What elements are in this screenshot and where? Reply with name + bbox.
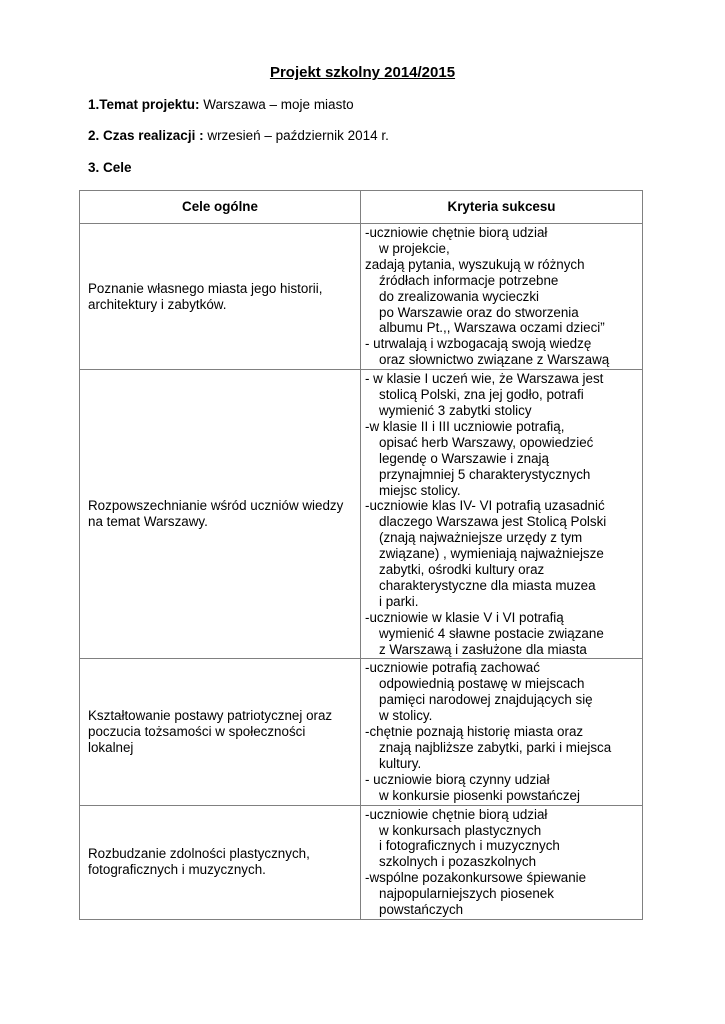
general-goal-cell: Rozbudzanie zdolności plastycznych, fotograficznych i muzycznych. <box>80 805 361 919</box>
criteria-line: -uczniowie klas IV- VI potrafią uzasadnić <box>365 498 605 514</box>
project-topic <box>88 97 354 112</box>
criteria-line: do zrealizowania wycieczki <box>379 288 540 304</box>
project-topic-value: Warszawa – moje miasto <box>199 97 354 112</box>
criteria-line: oraz słownictwo związane z Warszawą <box>379 352 610 368</box>
criteria-line: -wspólne pozakonkursowe śpiewanie <box>365 870 587 886</box>
criteria-line: -uczniowie w klasie V i VI potrafią <box>365 609 564 625</box>
success-criteria-cell <box>361 805 643 919</box>
table-row <box>80 659 643 805</box>
project-duration-label: 2. Czas realizacji : <box>88 128 204 143</box>
criteria-line: -uczniowie chętnie biorą udział <box>365 806 548 822</box>
criteria-line: i fotograficznych i muzycznych <box>379 838 560 854</box>
criteria-line: i parki. <box>379 593 419 609</box>
table-row <box>80 224 643 370</box>
header-success-criteria: Kryteria sukcesu <box>361 191 643 224</box>
criteria-line: legendę o Warszawie i znają <box>379 450 549 466</box>
goals-table-header-row <box>80 191 643 224</box>
criteria-line: po Warszawie oraz do stworzenia <box>379 304 579 320</box>
criteria-line: źródłach informacje potrzebne <box>379 272 559 288</box>
general-goal-cell: Kształtowanie postawy patriotycznej oraz poczucia tożsamości w społeczności lokalnej <box>80 659 361 805</box>
criteria-line: w projekcie, <box>379 240 450 256</box>
criteria-line: stolicą Polski, zna jej godło, potrafi <box>379 387 584 403</box>
criteria-line: - w klasie I uczeń wie, że Warszawa jest <box>365 371 604 387</box>
criteria-line: -uczniowie potrafią zachować <box>365 660 540 676</box>
project-duration-value: wrzesień – październik 2014 r. <box>203 128 389 143</box>
criteria-line: w konkursie piosenki powstańczej <box>379 787 580 803</box>
criteria-line: powstańczych <box>379 902 464 918</box>
criteria-line: - uczniowie biorą czynny udział <box>365 771 550 787</box>
criteria-line: kultury. <box>379 755 422 771</box>
project-topic-label: 1.Temat projektu: <box>88 97 200 112</box>
general-goal-cell: Poznanie własnego miasta jego historii, architektury i zabytków. <box>80 224 361 370</box>
table-row <box>80 370 643 659</box>
criteria-line: wymienić 4 sławne postacie związane <box>379 625 604 641</box>
table-row <box>80 805 643 919</box>
goals-section-label: 3. Cele <box>88 160 132 175</box>
general-goal-cell: Rozpowszechnianie wśród uczniów wiedzy na temat Warszawy. <box>80 370 361 659</box>
header-general-goals: Cele ogólne <box>80 191 361 224</box>
page-title: Projekt szkolny 2014/2015 <box>269 64 456 81</box>
criteria-line: charakterystyczne dla miasta muzea <box>379 577 596 593</box>
criteria-line: zabytki, ośrodki kultury oraz <box>379 562 545 578</box>
success-criteria-cell <box>361 659 643 805</box>
criteria-line: w konkursach plastycznych <box>379 822 542 838</box>
criteria-line: odpowiednią postawę w miejscach <box>379 676 585 692</box>
goals-table <box>79 190 643 920</box>
project-duration <box>88 128 389 143</box>
criteria-line: zadają pytania, wyszukują w różnych <box>365 256 585 272</box>
success-criteria-cell <box>361 370 643 659</box>
criteria-line: najpopularniejszych piosenek <box>379 886 554 902</box>
criteria-line: opisać herb Warszawy, opowiedzieć <box>379 434 594 450</box>
criteria-line: - utrwalają i wzbogacają swoją wiedzę <box>365 336 592 352</box>
criteria-line: -uczniowie chętnie biorą udział <box>365 225 548 240</box>
goals-section-heading <box>88 160 132 175</box>
criteria-line: szkolnych i pozaszkolnych <box>379 854 537 870</box>
criteria-line: pamięci narodowej znajdujących się <box>379 692 593 708</box>
criteria-line: z Warszawą i zasłużone dla miasta <box>379 641 587 657</box>
criteria-line: znają najbliższe zabytki, parki i miejsca <box>379 740 612 755</box>
criteria-line: związane) , wymieniają najważniejsze <box>379 546 604 562</box>
criteria-line: w stolicy. <box>379 708 433 724</box>
criteria-line: -chętnie poznają historię miasta oraz <box>365 724 584 740</box>
criteria-line: albumu Pt.,, Warszawa oczami dzieci” <box>379 320 605 336</box>
criteria-line: wymienić 3 zabytki stolicy <box>379 402 532 418</box>
criteria-line: (znają najważniejsze urzędy z tym <box>379 530 583 546</box>
criteria-line: dlaczego Warszawa jest Stolicą Polski <box>379 514 607 530</box>
criteria-line: miejsc stolicy. <box>379 482 461 498</box>
criteria-line: -w klasie II i III uczniowie potrafią, <box>365 418 565 434</box>
criteria-line: przynajmniej 5 charakterystycznych <box>379 466 591 482</box>
success-criteria-cell <box>361 224 643 370</box>
